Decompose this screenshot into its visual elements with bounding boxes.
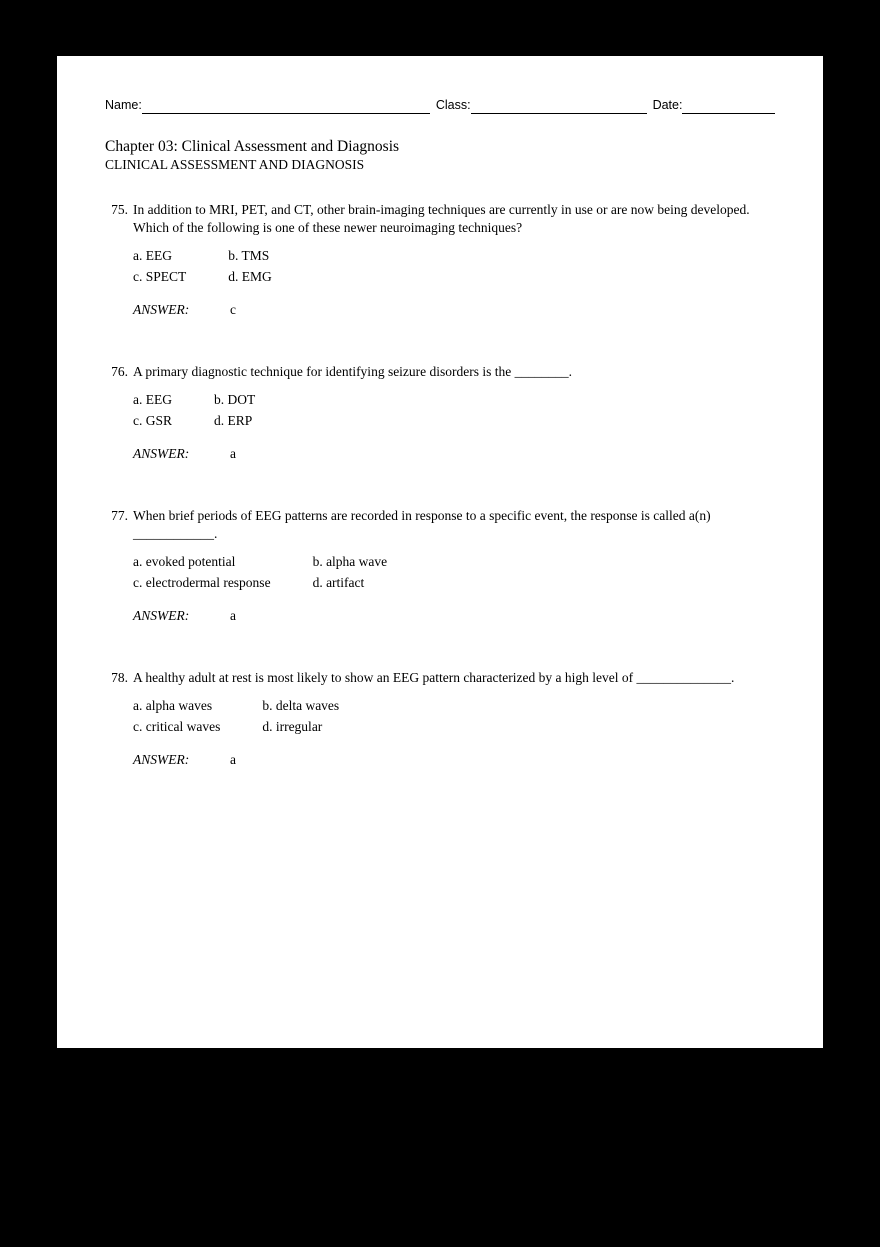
- question-text: When brief periods of EEG patterns are recorded in response to a specific event, the response is called a(n) ____________.: [133, 508, 711, 542]
- option-d: d. ERP: [214, 412, 253, 428]
- answer-value: a: [230, 446, 236, 461]
- option-d: d. irregular: [262, 718, 323, 734]
- date-label: Date:: [652, 98, 683, 112]
- option-group: [133, 391, 255, 430]
- answer-label: ANSWER:: [133, 446, 190, 461]
- question-item-75: [105, 201, 775, 319]
- option-group: [133, 553, 387, 592]
- answer-value: c: [230, 302, 236, 318]
- question-number: 77.: [111, 508, 128, 524]
- option-group: [133, 247, 272, 286]
- question-body: [133, 507, 763, 625]
- option-d: d. artifact: [312, 574, 365, 590]
- answer-label: ANSWER:: [133, 302, 190, 318]
- answer-value: a: [230, 608, 236, 624]
- question-list: [105, 201, 775, 769]
- answer-label: ANSWER:: [133, 751, 190, 767]
- name-blank-line: [142, 99, 430, 114]
- name-label: Name:: [105, 98, 142, 112]
- class-blank-line: [471, 99, 647, 114]
- option-b: b. TMS: [228, 247, 270, 263]
- page-subtitle: CLINICAL ASSESSMENT AND DIAGNOSIS: [105, 157, 365, 173]
- header-fill-in-row: [105, 98, 775, 114]
- option-b: b. delta waves: [262, 697, 340, 713]
- question-body: [133, 669, 763, 769]
- question-text: In addition to MRI, PET, and CT, other brain-imaging techniques are currently in use or are now being developed. Which of the following is one of these newer neuroimaging techniques?: [133, 202, 750, 236]
- option-b: b. DOT: [214, 391, 256, 407]
- class-label: Class:: [435, 98, 471, 112]
- question-text: A primary diagnostic technique for identifying seizure disorders is the ________.: [133, 364, 573, 380]
- option-group: [133, 697, 339, 736]
- option-d: d. EMG: [228, 268, 272, 284]
- option-c: c. electrodermal response: [133, 574, 271, 590]
- question-number: 75.: [111, 202, 128, 218]
- option-a: a. EEG: [133, 247, 172, 263]
- question-number: 78.: [111, 670, 128, 686]
- question-number: 76.: [111, 364, 128, 380]
- date-blank-line: [682, 99, 775, 114]
- option-c: c. SPECT: [133, 268, 187, 284]
- option-a: a. EEG: [133, 391, 172, 407]
- question-item-76: [105, 363, 775, 463]
- option-c: c. critical waves: [133, 718, 221, 734]
- option-b: b. alpha wave: [312, 553, 388, 569]
- question-body: [133, 363, 763, 463]
- answer-value: a: [230, 751, 236, 767]
- answer-row: [133, 445, 763, 463]
- answer-row: [133, 607, 763, 625]
- question-text: A healthy adult at rest is most likely to show an EEG pattern characterized by a high level of ______________.: [133, 670, 735, 686]
- question-item-78: [105, 669, 775, 769]
- option-a: a. alpha waves: [133, 697, 213, 713]
- option-c: c. GSR: [133, 412, 173, 428]
- document-page: [57, 56, 823, 1048]
- answer-label: ANSWER:: [133, 608, 190, 624]
- option-a: a. evoked potential: [133, 553, 236, 569]
- question-body: [133, 201, 763, 319]
- page-title: Chapter 03: Clinical Assessment and Diagnosis: [105, 138, 400, 155]
- question-item-77: [105, 507, 775, 625]
- answer-row: [133, 301, 763, 319]
- answer-row: [133, 751, 763, 769]
